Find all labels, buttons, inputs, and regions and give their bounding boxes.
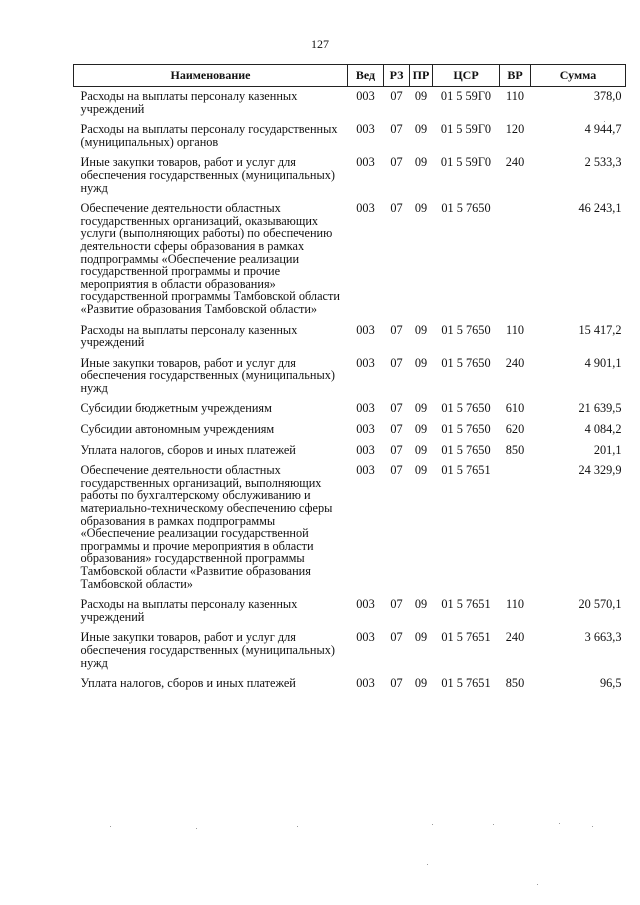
cell-sum: 2 533,3 — [584, 155, 622, 170]
cell-rz: 07 — [390, 201, 403, 216]
scan-speck — [110, 826, 111, 827]
scan-speck — [427, 864, 428, 865]
cell-vr — [500, 461, 531, 595]
table-header — [74, 65, 626, 87]
cell-name: Расходы на выплаты персоналу казенных учреждений — [80, 89, 298, 116]
cell-sum: 3 663,3 — [584, 630, 622, 645]
cell-vr: 110 — [506, 597, 524, 612]
table-row — [74, 628, 626, 674]
cell-ved: 003 — [356, 422, 375, 437]
column-header-rz: РЗ — [384, 65, 410, 87]
cell-ved: 003 — [356, 89, 375, 103]
cell-sum: 378,0 — [593, 89, 622, 103]
cell-rz: 07 — [390, 442, 403, 457]
cell-csr: 01 5 7650 — [441, 201, 491, 216]
cell-name: Иные закупки товаров, работ и услуг для обеспечения государственных (муниципальных) нужд — [80, 630, 335, 670]
cell-name: Иные закупки товаров, работ и услуг для обеспечения государственных (муниципальных) нужд — [80, 355, 335, 395]
cell-rz: 07 — [390, 630, 403, 645]
cell-pr: 09 — [414, 401, 428, 416]
table-row — [74, 153, 626, 199]
cell-sum: 46 243,1 — [578, 201, 622, 216]
table-row — [74, 354, 626, 400]
scan-speck — [537, 884, 538, 885]
cell-rz: 07 — [390, 463, 403, 478]
cell-rz: 07 — [390, 155, 403, 170]
table-row — [74, 120, 626, 153]
cell-ved: 003 — [356, 401, 375, 416]
scan-speck — [604, 121, 605, 122]
cell-sum: 201,1 — [593, 442, 622, 457]
cell-pr: 09 — [414, 122, 428, 137]
cell-csr: 01 5 7650 — [441, 442, 491, 457]
cell-csr: 01 5 7650 — [441, 355, 491, 370]
cell-csr: 01 5 59Г0 — [440, 89, 492, 103]
scan-speck — [297, 826, 298, 827]
cell-name: Уплата налогов, сборов и иных платежей — [80, 676, 296, 691]
cell-pr: 09 — [414, 89, 428, 103]
cell-pr: 09 — [414, 597, 428, 612]
cell-csr: 01 5 7650 — [441, 422, 491, 437]
cell-pr: 09 — [414, 442, 428, 457]
cell-ved: 003 — [356, 122, 375, 137]
cell-vr: 850 — [505, 442, 525, 457]
cell-vr: 620 — [505, 422, 525, 437]
cell-pr: 09 — [414, 422, 428, 437]
scan-speck — [493, 824, 494, 825]
cell-name: Расходы на выплаты персоналу казенных учреждений — [80, 322, 298, 350]
cell-ved: 003 — [356, 155, 375, 170]
scan-speck — [196, 828, 197, 829]
cell-sum: 4 084,2 — [584, 422, 622, 437]
cell-rz: 07 — [390, 401, 403, 416]
cell-sum: 21 639,5 — [578, 401, 622, 416]
cell-rz: 07 — [390, 597, 403, 612]
cell-ved: 003 — [356, 630, 375, 645]
cell-ved: 003 — [356, 442, 375, 457]
cell-name: Субсидии автономным учреждениям — [80, 422, 275, 437]
cell-name: Расходы на выплаты персоналу казенных учреждений — [80, 597, 298, 624]
cell-csr: 01 5 7650 — [441, 322, 491, 337]
cell-vr: 610 — [505, 401, 525, 416]
cell-vr — [500, 199, 531, 320]
cell-ved: 003 — [356, 322, 375, 337]
cell-ved: 003 — [356, 676, 375, 691]
cell-rz: 07 — [390, 122, 403, 137]
cell-rz: 07 — [390, 676, 403, 691]
header-row — [74, 65, 626, 87]
column-header-csr: ЦСР — [433, 65, 500, 87]
column-header-sum: Сумма — [531, 65, 626, 87]
cell-rz: 07 — [390, 355, 403, 370]
cell-csr: 01 5 59Г0 — [440, 122, 492, 137]
cell-ved: 003 — [356, 355, 375, 370]
table-row — [74, 321, 626, 354]
cell-name: Обеспечение деятельности областных государственных организаций, оказывающих услуги (выполняющих работы) по обеспечению деятельности сферы образования в рамках подпрограммы «Обеспечение реализации государственной программы и прочие мероприятия в области образования» государственной программы Тамбовской области «Развитие образования Тамбовской области» — [80, 201, 340, 316]
column-header-pr: ПР — [410, 65, 433, 87]
cell-csr: 01 5 7651 — [441, 630, 491, 645]
scan-speck — [432, 824, 433, 825]
cell-csr: 01 5 7651 — [441, 597, 491, 612]
table-row — [74, 87, 626, 121]
cell-name: Расходы на выплаты персоналу государственных (муниципальных) органов — [80, 122, 338, 149]
cell-sum: 96,5 — [599, 676, 622, 691]
table-row — [74, 595, 626, 628]
cell-rz: 07 — [390, 89, 403, 103]
cell-ved: 003 — [356, 597, 375, 612]
cell-pr: 09 — [414, 201, 428, 216]
cell-vr: 240 — [505, 355, 525, 370]
cell-csr: 01 5 7651 — [441, 676, 491, 691]
cell-sum: 4 901,1 — [584, 355, 622, 370]
cell-sum: 24 329,9 — [578, 463, 622, 478]
cell-ved: 003 — [356, 463, 375, 478]
cell-name: Обеспечение деятельности областных государственных организаций, выполняющих работы по бухгалтерскому обслуживанию и материально-техническому обеспечению сферы образования в рамках подпрограммы «Обеспечение реализации государственной программы и прочие мероприятия в области образования» государственной программы Тамбовской области «Развитие образования Тамбовской области» — [80, 463, 333, 591]
cell-sum: 20 570,1 — [578, 597, 622, 612]
cell-name: Иные закупки товаров, работ и услуг для обеспечения государственных (муниципальных) нужд — [80, 155, 335, 195]
column-header-name: Наименование — [74, 65, 348, 87]
cell-vr: 120 — [505, 122, 525, 137]
cell-pr: 09 — [414, 676, 428, 691]
table-row — [74, 441, 626, 462]
scan-speck — [592, 826, 593, 827]
cell-pr: 09 — [414, 155, 428, 170]
cell-csr: 01 5 59Г0 — [440, 155, 492, 170]
cell-pr: 09 — [414, 630, 428, 645]
table-row — [74, 399, 626, 420]
cell-vr: 110 — [506, 89, 524, 103]
cell-vr: 240 — [505, 630, 525, 645]
cell-name: Субсидии бюджетным учреждениям — [80, 401, 272, 416]
cell-pr: 09 — [414, 322, 428, 337]
table-row — [74, 461, 626, 595]
page-number: 127 — [311, 37, 329, 51]
cell-ved: 003 — [356, 201, 375, 216]
cell-sum: 15 417,2 — [578, 322, 622, 337]
table-row — [74, 199, 626, 320]
cell-rz: 07 — [390, 322, 403, 337]
column-header-vr: ВР — [500, 65, 531, 87]
table-row — [74, 674, 626, 695]
column-header-ved: Вед — [348, 65, 384, 87]
cell-vr: 110 — [506, 322, 524, 337]
cell-csr: 01 5 7651 — [441, 463, 491, 478]
table-row — [74, 420, 626, 441]
cell-pr: 09 — [414, 355, 428, 370]
cell-vr: 850 — [505, 676, 525, 691]
cell-name: Уплата налогов, сборов и иных платежей — [80, 442, 296, 457]
scan-speck — [559, 823, 560, 824]
cell-vr: 240 — [505, 155, 525, 170]
cell-pr: 09 — [414, 463, 428, 478]
cell-sum: 4 944,7 — [584, 122, 622, 137]
budget-table — [73, 64, 626, 695]
table-body — [74, 87, 626, 695]
cell-rz: 07 — [390, 422, 403, 437]
cell-csr: 01 5 7650 — [441, 401, 491, 416]
